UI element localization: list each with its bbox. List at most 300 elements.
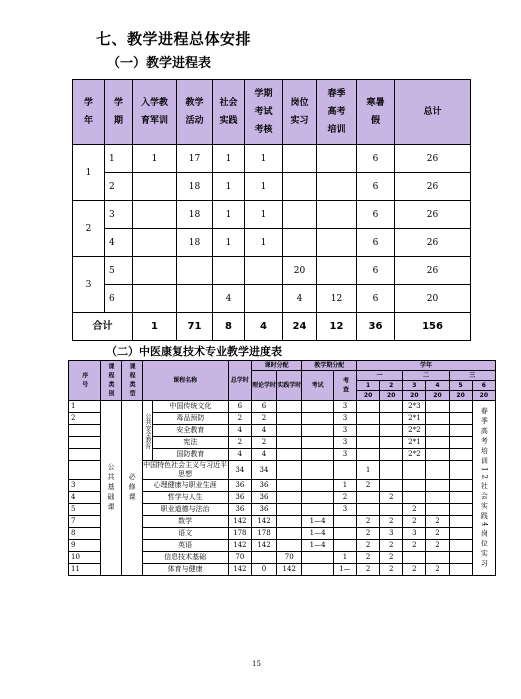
table-cell [357,449,380,461]
table-cell: 6 [357,145,395,173]
seq-cell [69,461,101,480]
table2-header-cell: 理论学时 [251,371,276,401]
table-cell: 2 [403,564,426,576]
total-cell: 71 [177,313,213,341]
table-cell [283,173,317,201]
table2-header-cell: 实践学时 [277,371,302,401]
course-name-cell: 毒品预防 [153,413,229,425]
table2-header-cell: 课时分配 [251,361,301,371]
table-cell [277,449,302,461]
seq-cell: 4 [69,492,101,504]
year-cell: 1 [73,145,105,201]
table-cell [449,480,472,492]
table1-header-cell [283,80,317,145]
table1-header-cell [133,80,177,145]
header-text: 年 [83,116,93,126]
table-row [73,285,471,313]
table-cell: 3 [333,413,356,425]
table-cell [426,449,449,461]
table-cell [380,401,403,413]
subgroup-cell: 公共安全教育 [142,401,153,461]
table-cell [449,425,472,437]
seq-cell: 2 [69,413,101,425]
table-cell [426,437,449,449]
table-cell [426,401,449,413]
header-text: 学期 [254,89,273,99]
header-text: 培训 [327,125,346,135]
table-cell: 142 [228,564,251,576]
table-cell: 36 [228,492,251,504]
table-cell: 142 [277,564,302,576]
table-cell: 1 [213,173,245,201]
header-text: 学 [83,98,93,108]
table-cell [302,401,334,413]
table-cell [302,480,334,492]
table-cell: 1—4 [302,528,334,540]
table-cell: 2 [380,516,403,528]
table-cell [449,401,472,413]
table2-header-row [69,361,496,371]
table-cell: 2*2 [403,449,426,461]
table-cell: 1— [333,564,356,576]
table-cell: 2 [251,413,276,425]
table-cell [357,504,380,516]
table-cell [449,504,472,516]
seq-cell: 7 [69,516,101,528]
table-cell: 18 [177,229,213,257]
table-cell [449,437,472,449]
table-cell [133,285,177,313]
table-cell [426,413,449,425]
total-cell: 24 [283,313,317,341]
table-cell: 20 [395,285,471,313]
seq-cell [69,425,101,437]
table-cell: 17 [177,145,213,173]
table1-header-cell [395,80,471,145]
table-cell: 2 [105,173,133,201]
table-cell: 12 [317,285,357,313]
table-cell [333,516,356,528]
header-text: 假 [370,116,380,126]
table-cell [426,492,449,504]
table-cell: 4 [251,449,276,461]
table-cell: 26 [395,173,471,201]
table-cell [449,449,472,461]
table-cell: 26 [395,145,471,173]
table-cell: 3 [333,401,356,413]
table-cell [302,504,334,516]
teaching-schedule-table [72,79,471,341]
table-cell [277,401,302,413]
table-cell [357,413,380,425]
table1-header-cell [357,80,395,145]
table-cell [245,257,283,285]
table-cell [245,285,283,313]
table-cell [380,449,403,461]
table-cell [302,564,334,576]
type-cell: 必修课 [121,401,142,576]
table-cell: 2*1 [403,413,426,425]
table-cell: 1 [133,145,177,173]
table-cell: 18 [177,173,213,201]
table-cell: 2 [228,437,251,449]
table-cell [426,425,449,437]
table-cell [380,413,403,425]
table1-header-cell [213,80,245,145]
table-cell: 178 [251,528,276,540]
course-name-cell: 语文 [142,528,228,540]
table-cell [380,480,403,492]
table-cell [333,461,356,480]
table-cell [317,145,357,173]
seq-cell: 10 [69,552,101,564]
course-name-cell: 信息技术基础 [142,552,228,564]
table-cell: 178 [228,528,251,540]
seq-cell: 11 [69,564,101,576]
subsection-heading-2: （二）中医康复技术专业教学进度表 [106,345,282,358]
table2-header-cell: 5 [449,381,472,391]
category-cell: 公共基础课 [100,401,121,576]
table-cell: 6 [357,173,395,201]
table-cell [302,449,334,461]
table-cell [449,540,472,552]
table-cell [283,201,317,229]
table-cell [317,201,357,229]
table2-header-cell: 3 [403,381,426,391]
table-cell: 36 [251,492,276,504]
table-cell: 4 [228,449,251,461]
table-cell [177,257,213,285]
table-cell: 2*2 [403,425,426,437]
table-cell [277,480,302,492]
subsection-heading-1: （一）教学进程表 [107,56,212,71]
course-name-cell: 哲学与人生 [142,492,228,504]
table-cell [357,437,380,449]
course-name-cell: 中国传统文化 [153,401,229,413]
table-cell [426,480,449,492]
table-cell: 20 [283,257,317,285]
table2-header-cell: 序号 [69,361,101,401]
table-cell: 70 [228,552,251,564]
header-text: 社会 [219,98,238,108]
header-text: 学 [113,98,123,108]
table-cell: 2 [357,516,380,528]
table-cell: 142 [251,516,276,528]
table-cell: 3 [333,425,356,437]
table-cell [449,516,472,528]
table-cell: 2 [380,564,403,576]
header-text: 实践 [219,116,238,126]
table-cell: 2 [357,480,380,492]
table-cell [403,552,426,564]
table2-header-cell: 课程类别 [100,361,121,401]
header-text: 春季 [327,89,346,99]
table-cell: 2 [251,437,276,449]
table-row [73,145,471,173]
table-cell: 142 [251,540,276,552]
table-cell [403,492,426,504]
table-cell [251,552,276,564]
table-cell: 1 [357,461,380,480]
table-cell: 6 [357,229,395,257]
table2-header-cell: 课程名称 [142,361,228,401]
course-name-cell: 体育与健康 [142,564,228,576]
table-cell: 1 [213,201,245,229]
table-cell: 6 [357,257,395,285]
total-cell: 36 [357,313,395,341]
table1-header-cell [317,80,357,145]
table2-header-cell: 20 [403,391,426,401]
table-cell: 3 [403,528,426,540]
table-cell: 142 [228,540,251,552]
total-cell: 1 [133,313,177,341]
table-cell: 4 [213,285,245,313]
header-text: 实习 [290,116,309,126]
course-name-cell: 国防教育 [153,449,229,461]
table-cell [403,461,426,480]
table2-header-cell: 课程类型 [121,361,142,401]
table2-header-cell: 考试 [302,371,334,401]
table-cell: 2 [380,552,403,564]
table-cell: 2 [403,540,426,552]
table2-header-cell: 6 [472,381,495,391]
table-cell: 36 [251,504,276,516]
table2-header-cell: 三 [449,371,495,381]
table-cell [449,413,472,425]
table-cell [357,492,380,504]
table-cell [357,425,380,437]
table-cell [277,528,302,540]
table-cell [302,492,334,504]
table-cell [449,528,472,540]
table2-header-cell: 总学时 [228,361,251,401]
table-cell: 2*3 [403,401,426,413]
header-text: 教学 [185,98,204,108]
table-cell: 1 [245,173,283,201]
progress-table [68,360,496,576]
table-cell [426,504,449,516]
table-cell: 2 [403,516,426,528]
table-cell [357,401,380,413]
table-row [73,201,471,229]
seq-cell [69,437,101,449]
table-cell: 26 [395,201,471,229]
table-cell: 26 [395,229,471,257]
table-cell: 2 [426,528,449,540]
course-name-cell: 英语 [142,540,228,552]
table-cell [133,201,177,229]
table-cell: 1—4 [302,516,334,528]
table-cell: 4 [251,425,276,437]
table-cell: 2 [426,564,449,576]
page-number: 15 [252,660,261,668]
table-cell [380,425,403,437]
total-cell: 8 [213,313,245,341]
table-cell: 36 [228,504,251,516]
course-name-cell: 中国特色社会主义与习近平思想 [143,461,228,478]
table-cell [403,480,426,492]
table-cell [213,257,245,285]
table-cell: 36 [251,480,276,492]
table-cell [449,564,472,576]
table-cell [302,425,334,437]
table2-header-cell: 20 [357,391,380,401]
table-cell: 34 [251,461,276,480]
table2-header-cell: 20 [449,391,472,401]
table2-header-cell: 教学期分配 [302,361,357,371]
header-text: 总计 [423,107,442,117]
table-cell [317,257,357,285]
table-cell [283,229,317,257]
table-cell [133,229,177,257]
header-text: 活动 [185,116,204,126]
table-cell [302,437,334,449]
table-cell: 18 [177,201,213,229]
seq-cell [69,449,101,461]
table-row [73,173,471,201]
table-cell [277,413,302,425]
table-cell [317,229,357,257]
seq-cell: 8 [69,528,101,540]
table1-header-cell [105,80,133,145]
table-row [73,257,471,285]
table-cell: 2 [357,528,380,540]
table2-header-cell: 考查 [333,371,356,401]
table-cell [380,504,403,516]
header-text: 考核 [254,125,273,135]
table-cell: 3 [380,528,403,540]
table2-header-cell: 20 [380,391,403,401]
table-cell: 6 [357,201,395,229]
course-name-cell: 数学 [142,516,228,528]
table-cell [277,540,302,552]
table2-header-cell: 4 [426,381,449,391]
table2-header-cell: 2 [380,381,403,391]
course-name-cell: 宪法 [153,437,229,449]
table-cell: 2 [333,492,356,504]
table-cell [277,516,302,528]
table-cell [277,425,302,437]
table-cell: 6 [357,285,395,313]
section-heading: 七、教学进程总体安排 [96,30,252,48]
table-cell [449,492,472,504]
table-cell: 2 [380,492,403,504]
table-cell [449,461,472,480]
table-cell [133,173,177,201]
table2-header-cell: 二 [403,371,449,381]
table-row [73,229,471,257]
table-cell [449,552,472,564]
table-cell: 70 [277,552,302,564]
table1-header-cell [177,80,213,145]
table-cell [426,461,449,480]
header-text: 育军训 [140,116,168,126]
table-cell [277,437,302,449]
header-text: 岗位 [290,98,309,108]
table2-header-cell: 1 [357,381,380,391]
table-cell [380,437,403,449]
year-cell: 3 [73,257,105,313]
course-name-cell: 心理健康与职业生涯 [142,480,228,492]
header-text: 期 [113,116,123,126]
table-cell: 1 [213,229,245,257]
total-cell: 12 [317,313,357,341]
table2-header-cell: 一 [357,371,403,381]
course-name-cell: 职业道德与法治 [142,504,228,516]
table-cell: 3 [333,504,356,516]
seq-cell: 9 [69,540,101,552]
header-text: 高考 [327,107,346,117]
table-cell: 1 [213,145,245,173]
course-name-cell: 安全教育 [153,425,229,437]
table-cell: 2 [380,540,403,552]
table-cell: 2 [426,540,449,552]
table-cell: 1 [105,145,133,173]
table-cell [333,540,356,552]
table1-header-cell [245,80,283,145]
header-text: 寒暑 [366,98,385,108]
table-cell: 1 [245,201,283,229]
table-cell [302,552,334,564]
table-cell: 36 [228,480,251,492]
seq-cell: 1 [69,401,101,413]
table-cell: 4 [283,285,317,313]
table-cell: 3 [333,449,356,461]
table1-header-cell [73,80,105,145]
table-row [69,401,496,413]
table-cell: 1 [333,552,356,564]
table-cell: 2 [228,413,251,425]
table-cell: 3 [105,201,133,229]
table-cell: 2 [403,504,426,516]
table-cell: 4 [105,229,133,257]
total-cell: 4 [245,313,283,341]
year-cell: 2 [73,201,105,257]
header-text: 考试 [254,107,273,117]
table-cell: 142 [228,516,251,528]
table-cell [302,461,334,480]
total-cell: 156 [395,313,471,341]
table-cell [133,257,177,285]
table-cell: 5 [105,257,133,285]
table-cell: 2 [357,564,380,576]
table-cell: 2 [357,540,380,552]
table2-header-cell: 学年 [357,361,496,371]
table-cell [317,173,357,201]
table-cell: 2*1 [403,437,426,449]
table-cell: 1 [245,145,283,173]
table-cell [426,552,449,564]
table-cell [283,145,317,173]
header-text: 入学教 [140,98,168,108]
table-cell: 6 [251,401,276,413]
table1-header-row [73,80,471,145]
table-cell [277,461,302,480]
table-cell: 1 [333,480,356,492]
table-cell: 3 [333,437,356,449]
total-row [73,313,471,341]
table-cell: 2 [357,552,380,564]
table-cell: 6 [105,285,133,313]
table-cell [380,461,403,480]
table-cell: 1 [245,229,283,257]
table-cell: 6 [228,401,251,413]
table-cell [277,492,302,504]
table2-header-cell: 20 [426,391,449,401]
table2-header-cell: 20 [472,391,495,401]
table-cell: 0 [251,564,276,576]
table-cell [333,528,356,540]
